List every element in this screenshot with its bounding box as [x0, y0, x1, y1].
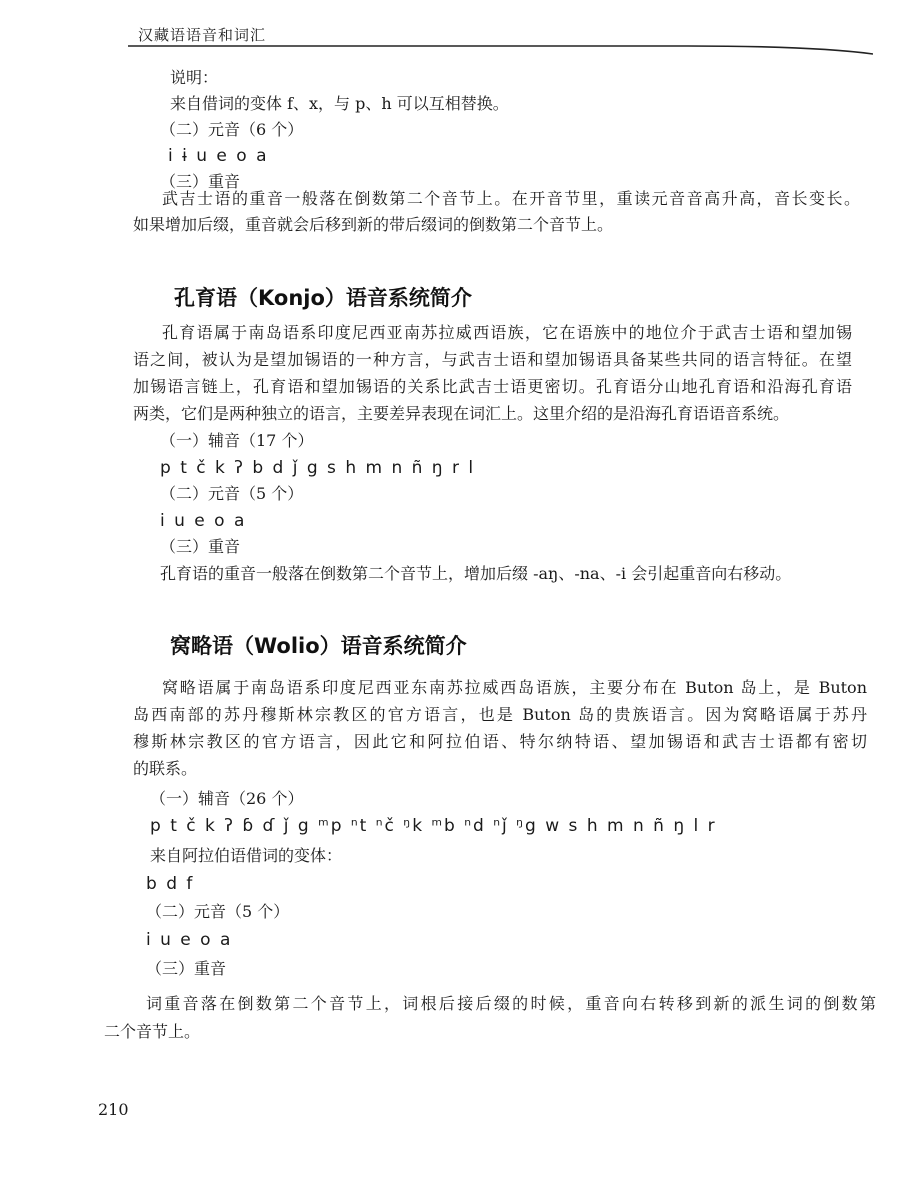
- header-rule: [128, 26, 873, 56]
- wolio-section-title: 窝略语（Wolio）语音系统简介: [170, 634, 467, 658]
- wuji-stress-line2: 如果增加后缀，重音就会后移到新的带后缀词的倒数第二个音节上。: [133, 215, 614, 234]
- konjo-stress-text: 孔育语的重音一般落在倒数第二个音节上，增加后缀 -aŋ、-na、-i 会引起重音向右移动。: [160, 564, 792, 583]
- konjo-vowels-heading: （二）元音（5 个）: [160, 484, 304, 503]
- konjo-vowels: i u e o a: [160, 511, 247, 531]
- wolio-loan-label: 来自阿拉伯语借词的变体：: [150, 846, 343, 865]
- running-head: 汉藏语语音和词汇: [138, 26, 267, 44]
- wuji-note-label: 说明：: [170, 68, 219, 87]
- konjo-stress-heading: （三）重音: [160, 537, 241, 556]
- wolio-consonants: p t č k ʔ ɓ ɗ ǰ g ᵐp ⁿt ⁿč ᵑk ᵐb ⁿd ⁿǰ ᵑg w s h m n ñ ŋ l r: [150, 816, 717, 836]
- wuji-stress-heading: （三）重音: [160, 172, 241, 191]
- page-number: 210: [98, 1100, 129, 1119]
- wolio-vowels-heading: （二）元音（5 个）: [146, 902, 290, 921]
- wuji-note-text: 来自借词的变体 f、x，与 p、h 可以互相替换。: [170, 94, 509, 113]
- konjo-intro-line4: 两类，它们是两种独立的语言，主要差异表现在词汇上。这里介绍的是沿海孔育语语音系统。: [133, 404, 790, 423]
- konjo-intro-line3: 加锡语言链上，孔育语和望加锡语的关系比武吉士语更密切。孔育语分山地孔育语和沿海孔育语: [133, 377, 852, 396]
- wolio-intro-line1: 窝略语属于南岛语系印度尼西亚东南苏拉威西岛语族，主要分布在 Buton 岛上，是 Buton: [162, 678, 867, 697]
- wuji-vowels-heading: （二）元音（6 个）: [160, 120, 304, 139]
- wolio-consonants-heading: （一）辅音（26 个）: [150, 789, 304, 808]
- wuji-vowels: i ɨ u e o a: [168, 146, 269, 166]
- wolio-loan-variants: b d f: [146, 874, 195, 894]
- konjo-intro-line1: 孔育语属于南岛语系印度尼西亚南苏拉威西语族，它在语族中的地位介于武吉士语和望加锡: [162, 323, 852, 342]
- wolio-vowels: i u e o a: [146, 930, 233, 950]
- konjo-consonants: p t č k ʔ b d ǰ g s h m n ñ ŋ r l: [160, 458, 476, 478]
- wuji-stress-line1: 武吉士语的重音一般落在倒数第二个音节上。在开音节里，重读元音音高升高，音长变长。: [162, 189, 860, 208]
- wolio-stress-heading: （三）重音: [146, 959, 227, 978]
- wolio-intro-line2: 岛西南部的苏丹穆斯林宗教区的官方语言，也是 Buton 岛的贵族语言。因为窝略语属于苏丹: [133, 705, 867, 724]
- wolio-stress-line1: 词重音落在倒数第二个音节上，词根后接后缀的时候，重音向右转移到新的派生词的倒数第: [146, 994, 876, 1013]
- wolio-intro-line4: 的联系。: [133, 759, 198, 778]
- konjo-section-title: 孔育语（Konjo）语音系统简介: [174, 286, 472, 310]
- konjo-intro-line2: 语之间，被认为是望加锡语的一种方言，与武吉士语和望加锡语具备某些共同的语言特征。在望: [133, 350, 852, 369]
- konjo-consonants-heading: （一）辅音（17 个）: [160, 431, 314, 450]
- wolio-intro-line3: 穆斯林宗教区的官方语言，因此它和阿拉伯语、特尔纳特语、望加锡语和武吉士语都有密切: [133, 732, 867, 751]
- wolio-stress-line2: 二个音节上。: [104, 1022, 201, 1041]
